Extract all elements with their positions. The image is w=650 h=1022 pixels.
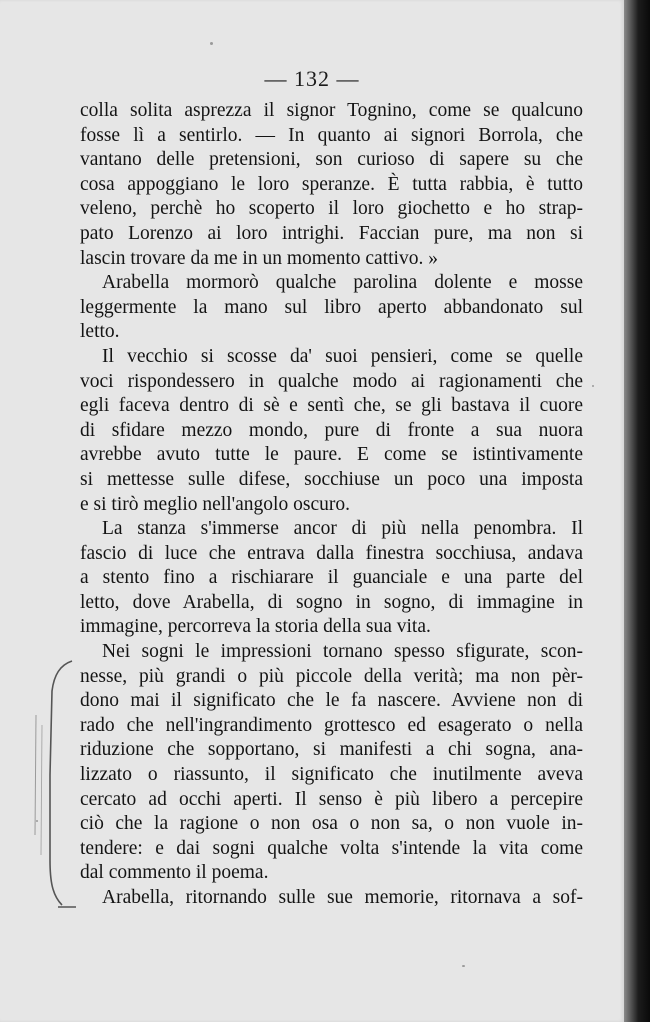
text-line: veleno, perchè ho scoperto il loro giochetto e ho strap- xyxy=(80,198,583,220)
text-line: letto, dove Arabella, di sogno in sogno, di immagine in xyxy=(80,591,583,613)
text-line: La stanza s'immerse ancor di più nella penombra. Il xyxy=(102,518,583,540)
text-line: avrebbe avuto tutte le paure. E come se istintivamente xyxy=(80,444,583,466)
text-line: rado che nell'ingrandimento grottesco ed esagerato o nella xyxy=(80,714,583,736)
text-line: Il vecchio si scosse da' suoi pensieri, come se quelle xyxy=(102,345,583,367)
text-line: colla solita asprezza il signor Tognino, come se qualcuno xyxy=(80,100,583,121)
text-line: leggermente la mano sul libro aperto abbandonato sul xyxy=(80,296,583,318)
text-line: fascio di luce che entrava dalla finestra socchiusa, andava xyxy=(80,542,583,564)
text-line: cercato ad occhi aperti. Il senso è più libero a percepire xyxy=(80,788,583,810)
text-line: di sfidare mezzo mondo, pure di fronte a sua nuora xyxy=(80,419,583,441)
text-line: letto. xyxy=(80,321,120,343)
text-line: immagine, percorreva la storia della sua vita. xyxy=(80,616,431,638)
text-line: lizzato o riassunto, il significato che inutilmente aveva xyxy=(80,764,583,786)
text-line: fosse lì a sentirlo. — In quanto ai signori Borrola, che xyxy=(80,124,583,146)
text-line: e si tirò meglio nell'angolo oscuro. xyxy=(80,493,350,515)
page-number: — 132 — xyxy=(264,66,360,91)
text-line: pato Lorenzo ai loro intrighi. Faccian pure, ma non si xyxy=(80,222,583,244)
text-line: voci rispondessero in qualche modo ai ragionamenti che xyxy=(80,370,583,392)
page-gutter-shadow xyxy=(624,0,650,1022)
text-line: egli faceva dentro di sè e sentì che, se gli bastava il cuore xyxy=(80,395,583,417)
text-line: ciò che la ragione o non osa o non sa, o non vuole in- xyxy=(80,813,583,835)
text-line: dono mai il significato che le fa nascere. Avviene non di xyxy=(80,690,583,712)
text-line: nesse, più grandi o più piccole della verità; ma non pèr- xyxy=(80,665,583,687)
text-line: Arabella mormorò qualche parolina dolente e mosse xyxy=(102,272,583,294)
text-line: riduzione che sopportano, si manifesti a chi sogna, ana- xyxy=(80,739,583,761)
text-line: cosa appoggiano le loro speranze. È tutta rabbia, è tutto xyxy=(80,173,583,195)
text-line: lascin trovare da me in un momento cattivo. » xyxy=(80,247,438,269)
text-line: Nei sogni le impressioni tornano spesso sfigurate, scon- xyxy=(102,641,583,663)
text-line: si mettesse sulle difese, socchiuse un poco una imposta xyxy=(80,468,583,490)
text-line: a stento fino a rischiarare il guanciale e una parte del xyxy=(80,567,583,589)
text-line: tendere: e dai sogni qualche volta s'intende la vita come xyxy=(80,837,583,859)
body-text xyxy=(80,99,583,911)
text-line: dal commento il poema. xyxy=(80,862,269,884)
text-line: Arabella, ritornando sulle sue memorie, ritornava a sof- xyxy=(102,887,583,908)
margin-pencil-mark xyxy=(28,655,78,915)
text-line: vantano delle pretensioni, son curioso di sapere su che xyxy=(80,149,583,171)
